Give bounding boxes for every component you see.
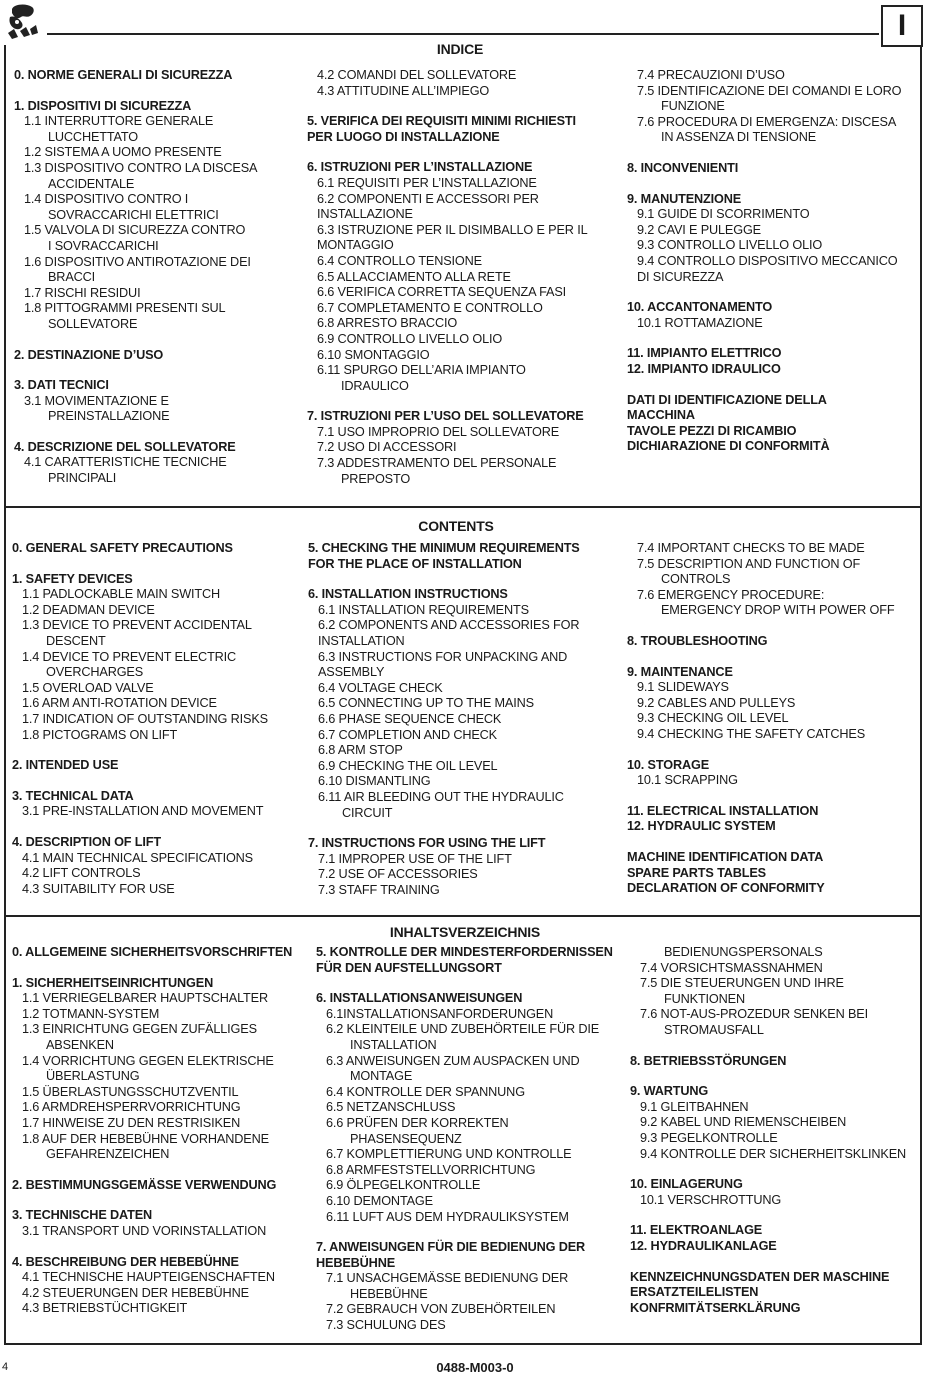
- toc-heading: ERSATZTEILELISTEN: [630, 1285, 759, 1300]
- toc-heading: 10. ACCANTONAMENTO: [627, 300, 773, 315]
- language-code-box: I: [881, 5, 923, 47]
- toc-entry: 6.7 COMPLETAMENTO E CONTROLLO: [317, 300, 543, 315]
- toc-entry: 4.3 SUITABILITY FOR USE: [22, 881, 175, 896]
- toc-heading: 6. INSTALLATION INSTRUCTIONS: [308, 587, 508, 602]
- toc-entry: 1.1 PADLOCKABLE MAIN SWITCH: [22, 587, 221, 602]
- toc-heading: 12. HYDRAULIC SYSTEM: [627, 819, 776, 834]
- toc-entry: 4.2 COMANDI DEL SOLLEVATORE: [317, 68, 517, 82]
- section-title-indice: INDICE: [436, 41, 484, 57]
- toc-entry: 1.8 PICTOGRAMS ON LIFT: [22, 727, 178, 742]
- toc-entry: 4.1 TECHNISCHE HAUPTEIGENSCHAFTEN: [22, 1270, 275, 1285]
- toc-entry: SOLLEVATORE: [48, 316, 138, 331]
- toc-heading: 8. INCONVENIENTI: [627, 160, 739, 175]
- toc-entry: FUNKTIONEN: [664, 991, 745, 1006]
- toc-entry: 3.1 PRE-INSTALLATION AND MOVEMENT: [22, 804, 264, 819]
- toc-entry: 7.3 SCHULUNG DES: [326, 1318, 446, 1333]
- toc-entry: 6.11 SPURGO DELL’ARIA IMPIANTO: [317, 363, 526, 378]
- toc-heading: 1. DISPOSITIVI DI SICUREZZA: [14, 98, 192, 113]
- toc-entry: INSTALLATION: [318, 633, 405, 648]
- toc-entry: 7.5 DIE STEUERUNGEN UND IHRE: [640, 976, 844, 991]
- toc-entry: 6.8 ARRESTO BRACCIO: [317, 316, 458, 331]
- toc-entry: 6.10 SMONTAGGIO: [317, 347, 430, 362]
- toc-entry: 7.1 IMPROPER USE OF THE LIFT: [318, 851, 512, 866]
- toc-entry: 7.1 USO IMPROPRIO DEL SOLLEVATORE: [317, 424, 560, 439]
- toc-entry: 1.6 DISPOSITIVO ANTIROTAZIONE DEI: [24, 254, 251, 269]
- toc-heading: 3. TECHNISCHE DATEN: [12, 1208, 153, 1223]
- toc-entry: 9.1 GUIDE DI SCORRIMENTO: [637, 207, 810, 222]
- toc-entry: 7.4 IMPORTANT CHECKS TO BE MADE: [637, 541, 865, 555]
- toc-heading: 5. VERIFICA DEI REQUISITI MINIMI RICHIESTI: [307, 114, 576, 129]
- toc-heading: 6. INSTALLATIONSANWEISUNGEN: [316, 991, 523, 1006]
- toc-entry: 4.1 CARATTERISTICHE TECNICHE: [24, 455, 227, 470]
- toc-entry: STROMAUSFALL: [664, 1022, 764, 1037]
- toc-entry: 1.3 DISPOSITIVO CONTRO LA DISCESA: [24, 160, 258, 175]
- toc-heading: 4. BESCHREIBUNG DER HEBEBÜHNE: [12, 1254, 239, 1269]
- toc-entry: 6.2 COMPONENTI E ACCESSORI PER: [317, 191, 539, 206]
- toc-entry: 6.10 DEMONTAGE: [326, 1193, 433, 1208]
- toc-entry: DESCENT: [46, 633, 106, 648]
- toc-entry: IN ASSENZA DI TENSIONE: [661, 130, 817, 145]
- toc-entry: 1.3 DEVICE TO PREVENT ACCIDENTAL: [22, 618, 252, 633]
- toc-heading: FÜR DEN AUFSTELLUNGSORT: [316, 960, 502, 975]
- toc-heading: TAVOLE PEZZI DI RICAMBIO: [627, 423, 797, 438]
- toc-entry: 9.2 CABLES AND PULLEYS: [637, 695, 796, 710]
- toc-entry: 6.4 KONTROLLE DER SPANNUNG: [326, 1084, 525, 1099]
- toc-heading: 4. DESCRIPTION OF LIFT: [12, 834, 161, 849]
- toc-entry: 4.3 ATTITUDINE ALL’IMPIEGO: [317, 83, 490, 98]
- toc-column: [14, 68, 304, 487]
- toc-heading: 0. NORME GENERALI DI SICUREZZA: [14, 68, 233, 82]
- toc-entry: PREPOSTO: [341, 471, 411, 486]
- toc-entry: 6.6 PRÜFEN DER KORREKTEN: [326, 1115, 509, 1130]
- toc-column: [316, 945, 628, 1334]
- brand-logo-icon: [4, 3, 40, 43]
- toc-entry: 7.6 EMERGENCY PROCEDURE:: [637, 587, 825, 602]
- toc-entry: 6.4 VOLTAGE CHECK: [318, 680, 443, 695]
- toc-heading: 9. MANUTENZIONE: [627, 191, 742, 206]
- toc-heading: 7. INSTRUCTIONS FOR USING THE LIFT: [308, 836, 546, 851]
- toc-entry: 6.1INSTALLATIONSANFORDERUNGEN: [326, 1006, 554, 1021]
- toc-entry: 9.1 SLIDEWAYS: [637, 680, 729, 695]
- toc-heading: 1. SAFETY DEVICES: [12, 571, 133, 586]
- toc-entry: 4.2 LIFT CONTROLS: [22, 866, 141, 881]
- toc-entry: PHASENSEQUENZ: [350, 1131, 462, 1146]
- toc-entry: 7.2 USO DI ACCESSORI: [317, 440, 457, 455]
- toc-entry: 1.6 ARM ANTI-ROTATION DEVICE: [22, 696, 217, 711]
- toc-column: [12, 541, 304, 897]
- toc-entry: 1.4 DEVICE TO PREVENT ELECTRIC: [22, 649, 237, 664]
- toc-entry: 6.8 ARMFESTSTELLVORRICHTUNG: [326, 1162, 536, 1177]
- section-title-inhalt: INHALTSVERZEICHNIS: [389, 924, 541, 940]
- toc-entry: 6.6 PHASE SEQUENCE CHECK: [318, 711, 502, 726]
- toc-entry: INSTALLATION: [350, 1037, 437, 1052]
- toc-entry: CONTROLS: [661, 572, 731, 587]
- toc-heading: 2. DESTINAZIONE D’USO: [14, 347, 164, 362]
- toc-heading: 11. IMPIANTO ELETTRICO: [627, 346, 782, 361]
- toc-entry: LUCCHETTATO: [48, 129, 138, 144]
- toc-entry: 9.4 KONTROLLE DER SICHERHEITSKLINKEN: [640, 1146, 907, 1161]
- toc-heading: PER LUOGO DI INSTALLAZIONE: [307, 129, 500, 144]
- toc-heading: 3. TECHNICAL DATA: [12, 788, 134, 803]
- toc-heading: 7. ANWEISUNGEN FÜR DIE BEDIENUNG DER: [316, 1240, 586, 1255]
- toc-entry: 6.1 INSTALLATION REQUIREMENTS: [318, 602, 529, 617]
- toc-entry: DI SICUREZZA: [637, 269, 724, 284]
- toc-entry: ASSEMBLY: [318, 665, 385, 680]
- toc-heading: 5. CHECKING THE MINIMUM REQUIREMENTS: [308, 541, 580, 555]
- toc-entry: 7.2 GEBRAUCH VON ZUBEHÖRTEILEN: [326, 1302, 556, 1317]
- toc-entry: 6.8 ARM STOP: [318, 743, 403, 758]
- toc-entry: 7.6 NOT-AUS-PROZEDUR SENKEN BEI: [640, 1007, 868, 1022]
- toc-entry: 6.3 INSTRUCTIONS FOR UNPACKING AND: [318, 649, 568, 664]
- toc-entry: 1.2 SISTEMA A UOMO PRESENTE: [24, 145, 222, 160]
- toc-entry: 1.2 TOTMANN-SYSTEM: [22, 1006, 160, 1021]
- toc-entry: 6.5 ALLACCIAMENTO ALLA RETE: [317, 269, 511, 284]
- toc-entry: 7.6 PROCEDURA DI EMERGENZA: DISCESA: [637, 114, 897, 129]
- toc-entry: 6.5 CONNECTING UP TO THE MAINS: [318, 696, 534, 711]
- toc-column: [12, 945, 312, 1317]
- toc-heading: 6. ISTRUZIONI PER L’INSTALLAZIONE: [307, 160, 533, 175]
- toc-heading: 0. GENERAL SAFETY PRECAUTIONS: [12, 541, 233, 555]
- toc-column: [308, 541, 620, 898]
- toc-entry: 6.2 COMPONENTS AND ACCESSORIES FOR: [318, 618, 580, 633]
- toc-entry: 4.2 STEUERUNGEN DER HEBEBÜHNE: [22, 1285, 249, 1300]
- toc-entry: 9.3 CONTROLLO LIVELLO OLIO: [637, 238, 823, 253]
- toc-heading: 9. MAINTENANCE: [627, 664, 733, 679]
- toc-heading: 1. SICHERHEITSEINRICHTUNGEN: [12, 975, 214, 990]
- toc-entry: 1.7 HINWEISE ZU DEN RESTRISIKEN: [22, 1115, 241, 1130]
- toc-heading: DICHIARAZIONE DI CONFORMITÀ: [627, 439, 830, 454]
- toc-entry: MONTAGE: [350, 1069, 413, 1084]
- toc-column: [630, 945, 918, 1316]
- toc-entry: BRACCI: [48, 270, 96, 285]
- toc-entry: ACCIDENTALE: [48, 176, 135, 191]
- toc-heading: 10. STORAGE: [627, 757, 710, 772]
- toc-heading: 12. IMPIANTO IDRAULICO: [627, 361, 781, 376]
- toc-entry: EMERGENCY DROP WITH POWER OFF: [661, 603, 895, 618]
- toc-entry: 10.1 VERSCHROTTUNG: [640, 1192, 782, 1207]
- toc-entry: 10.1 SCRAPPING: [637, 773, 738, 788]
- toc-entry: 1.8 PITTOGRAMMI PRESENTI SUL: [24, 301, 226, 316]
- toc-entry: 3.1 MOVIMENTAZIONE E: [24, 393, 169, 408]
- section-divider: [4, 915, 920, 917]
- toc-entry: 4.3 BETRIEBSTÜCHTIGKEIT: [22, 1301, 188, 1316]
- toc-heading: HEBEBÜHNE: [316, 1255, 396, 1270]
- toc-entry: ÜBERLASTUNG: [46, 1069, 140, 1084]
- toc-entry: 6.2 KLEINTEILE UND ZUBEHÖRTEILE FÜR DIE: [326, 1022, 600, 1037]
- toc-entry: 9.4 CONTROLLO DISPOSITIVO MECCANICO: [637, 253, 898, 268]
- toc-entry: 1.4 DISPOSITIVO CONTRO I: [24, 192, 189, 207]
- toc-heading: SPARE PARTS TABLES: [627, 865, 766, 880]
- toc-entry: 1.4 VORRICHTUNG GEGEN ELEKTRISCHE: [22, 1053, 274, 1068]
- toc-heading: KENNZEICHNUNGSDATEN DER MASCHINE: [630, 1269, 890, 1284]
- toc-entry: 9.3 PEGELKONTROLLE: [640, 1130, 778, 1145]
- toc-entry: 4.1 MAIN TECHNICAL SPECIFICATIONS: [22, 850, 253, 865]
- toc-heading: 11. ELEKTROANLAGE: [630, 1223, 763, 1238]
- section-title-contents: CONTENTS: [418, 518, 494, 534]
- toc-entry: 1.5 VALVOLA DI SICUREZZA CONTRO: [24, 223, 246, 238]
- toc-entry: FUNZIONE: [661, 99, 725, 114]
- toc-entry: 7.1 UNSACHGEMÄSSE BEDIENUNG DER: [326, 1271, 569, 1286]
- toc-entry: OVERCHARGES: [46, 665, 144, 680]
- toc-entry: 6.7 COMPLETION AND CHECK: [318, 727, 497, 742]
- toc-entry: 6.4 CONTROLLO TENSIONE: [317, 253, 482, 268]
- toc-entry: 7.2 USE OF ACCESSORIES: [318, 867, 478, 882]
- toc-entry: 9.2 KABEL UND RIEMENSCHEIBEN: [640, 1115, 847, 1130]
- toc-entry: 9.4 CHECKING THE SAFETY CATCHES: [637, 726, 866, 741]
- toc-entry: 1.1 VERRIEGELBARER HAUPTSCHALTER: [22, 991, 268, 1006]
- toc-entry: 1.2 DEADMAN DEVICE: [22, 602, 155, 617]
- toc-entry: 6.10 DISMANTLING: [318, 774, 431, 789]
- toc-heading: KONFRMITÄTSERKLÄRUNG: [630, 1300, 801, 1315]
- toc-entry: 7.3 ADDESTRAMENTO DEL PERSONALE: [317, 456, 557, 471]
- toc-entry: 6.3 ANWEISUNGEN ZUM AUSPACKEN UND: [326, 1053, 580, 1068]
- toc-entry: 1.7 RISCHI RESIDUI: [24, 285, 141, 300]
- toc-entry: GEFAHRENZEICHEN: [46, 1147, 170, 1162]
- toc-heading: DATI DI IDENTIFICAZIONE DELLA: [627, 392, 827, 407]
- toc-entry: 6.7 KOMPLETTIERUNG UND KONTROLLE: [326, 1147, 572, 1162]
- toc-entry: BEDIENUNGSPERSONALS: [664, 945, 823, 959]
- toc-heading: 12. HYDRAULIKANLAGE: [630, 1238, 777, 1253]
- toc-entry: 6.11 AIR BLEEDING OUT THE HYDRAULIC: [318, 789, 564, 804]
- toc-entry: 7.4 VORSICHTSMASSNAHMEN: [640, 960, 823, 975]
- toc-entry: 6.9 CONTROLLO LIVELLO OLIO: [317, 331, 503, 346]
- toc-entry: 1.5 OVERLOAD VALVE: [22, 680, 154, 695]
- toc-entry: 6.11 LUFT AUS DEM HYDRAULIKSYSTEM: [326, 1209, 569, 1224]
- page-number: 4: [2, 1361, 9, 1373]
- toc-heading: 5. KONTROLLE DER MINDESTERFORDERNISSEN: [316, 945, 613, 959]
- toc-heading: 11. ELECTRICAL INSTALLATION: [627, 803, 819, 818]
- toc-heading: 8. BETRIEBSSTÖRUNGEN: [630, 1053, 787, 1068]
- toc-heading: MACHINE IDENTIFICATION DATA: [627, 849, 824, 864]
- toc-heading: DECLARATION OF CONFORMITY: [627, 881, 825, 896]
- toc-entry: IDRAULICO: [341, 378, 409, 393]
- toc-entry: 6.3 ISTRUZIONE PER IL DISIMBALLO E PER IL: [317, 222, 588, 237]
- toc-entry: 6.1 REQUISITI PER L’INSTALLAZIONE: [317, 175, 537, 190]
- section-divider: [4, 506, 920, 508]
- toc-entry: 9.1 GLEITBAHNEN: [640, 1099, 749, 1114]
- toc-entry: 7.4 PRECAUZIONI D’USO: [637, 68, 785, 82]
- toc-entry: 9.3 CHECKING OIL LEVEL: [637, 711, 789, 726]
- toc-entry: I SOVRACCARICHI: [48, 238, 159, 253]
- toc-entry: 6.9 ÖLPEGELKONTROLLE: [326, 1178, 481, 1193]
- toc-entry: 1.8 AUF DER HEBEBÜHNE VORHANDENE: [22, 1131, 269, 1146]
- toc-entry: PRINCIPALI: [48, 471, 117, 486]
- toc-column: [627, 541, 917, 897]
- toc-entry: 3.1 TRANSPORT UND VORINSTALLATION: [22, 1223, 267, 1238]
- toc-entry: SOVRACCARICHI ELETTRICI: [48, 207, 219, 222]
- toc-entry: 9.2 CAVI E PULEGGE: [637, 222, 761, 237]
- toc-heading: 4. DESCRIZIONE DEL SOLLEVATORE: [14, 439, 236, 454]
- toc-entry: 1.1 INTERRUTTORE GENERALE: [24, 114, 214, 129]
- toc-entry: 10.1 ROTTAMAZIONE: [637, 315, 763, 330]
- toc-heading: 2. INTENDED USE: [12, 758, 119, 773]
- toc-entry: 6.5 NETZANSCHLUSS: [326, 1100, 456, 1115]
- toc-entry: 7.5 DESCRIPTION AND FUNCTION OF: [637, 556, 861, 571]
- toc-heading: 0. ALLGEMEINE SICHERHEITSVORSCHRIFTEN: [12, 945, 293, 959]
- toc-entry: INSTALLAZIONE: [317, 207, 413, 222]
- toc-heading: 3. DATI TECNICI: [14, 378, 109, 393]
- toc-heading: MACCHINA: [627, 408, 695, 423]
- document-code: 0488-M003-0: [436, 1360, 514, 1375]
- toc-entry: 7.3 STAFF TRAINING: [318, 882, 440, 897]
- toc-heading: FOR THE PLACE OF INSTALLATION: [308, 556, 522, 571]
- toc-entry: 1.3 EINRICHTUNG GEGEN ZUFÄLLIGES: [22, 1022, 257, 1037]
- toc-entry: 6.9 CHECKING THE OIL LEVEL: [318, 758, 498, 773]
- toc-heading: 8. TROUBLESHOOTING: [627, 633, 768, 648]
- toc-entry: 6.6 VERIFICA CORRETTA SEQUENZA FASI: [317, 285, 567, 300]
- toc-entry: MONTAGGIO: [317, 238, 394, 253]
- toc-entry: ABSENKEN: [46, 1037, 114, 1052]
- toc-heading: 2. BESTIMMUNGSGEMÄSSE VERWENDUNG: [12, 1177, 277, 1192]
- toc-entry: CIRCUIT: [342, 805, 393, 820]
- header-rule: [47, 33, 879, 35]
- toc-entry: 1.6 ARMDREHSPERRVORRICHTUNG: [22, 1100, 241, 1115]
- toc-entry: 1.7 INDICATION OF OUTSTANDING RISKS: [22, 711, 268, 726]
- toc-entry: PREINSTALLAZIONE: [48, 409, 170, 424]
- toc-entry: 1.5 ÜBERLASTUNGSSCHUTZVENTIL: [22, 1084, 239, 1099]
- toc-entry: 7.5 IDENTIFICAZIONE DEI COMANDI E LORO: [637, 83, 902, 98]
- toc-heading: 9. WARTUNG: [630, 1084, 709, 1099]
- toc-column: [627, 68, 917, 455]
- toc-heading: 10. EINLAGERUNG: [630, 1177, 743, 1192]
- toc-entry: HEBEBÜHNE: [350, 1286, 428, 1301]
- toc-heading: 7. ISTRUZIONI PER L’USO DEL SOLLEVATORE: [307, 409, 584, 424]
- toc-column: [307, 68, 617, 487]
